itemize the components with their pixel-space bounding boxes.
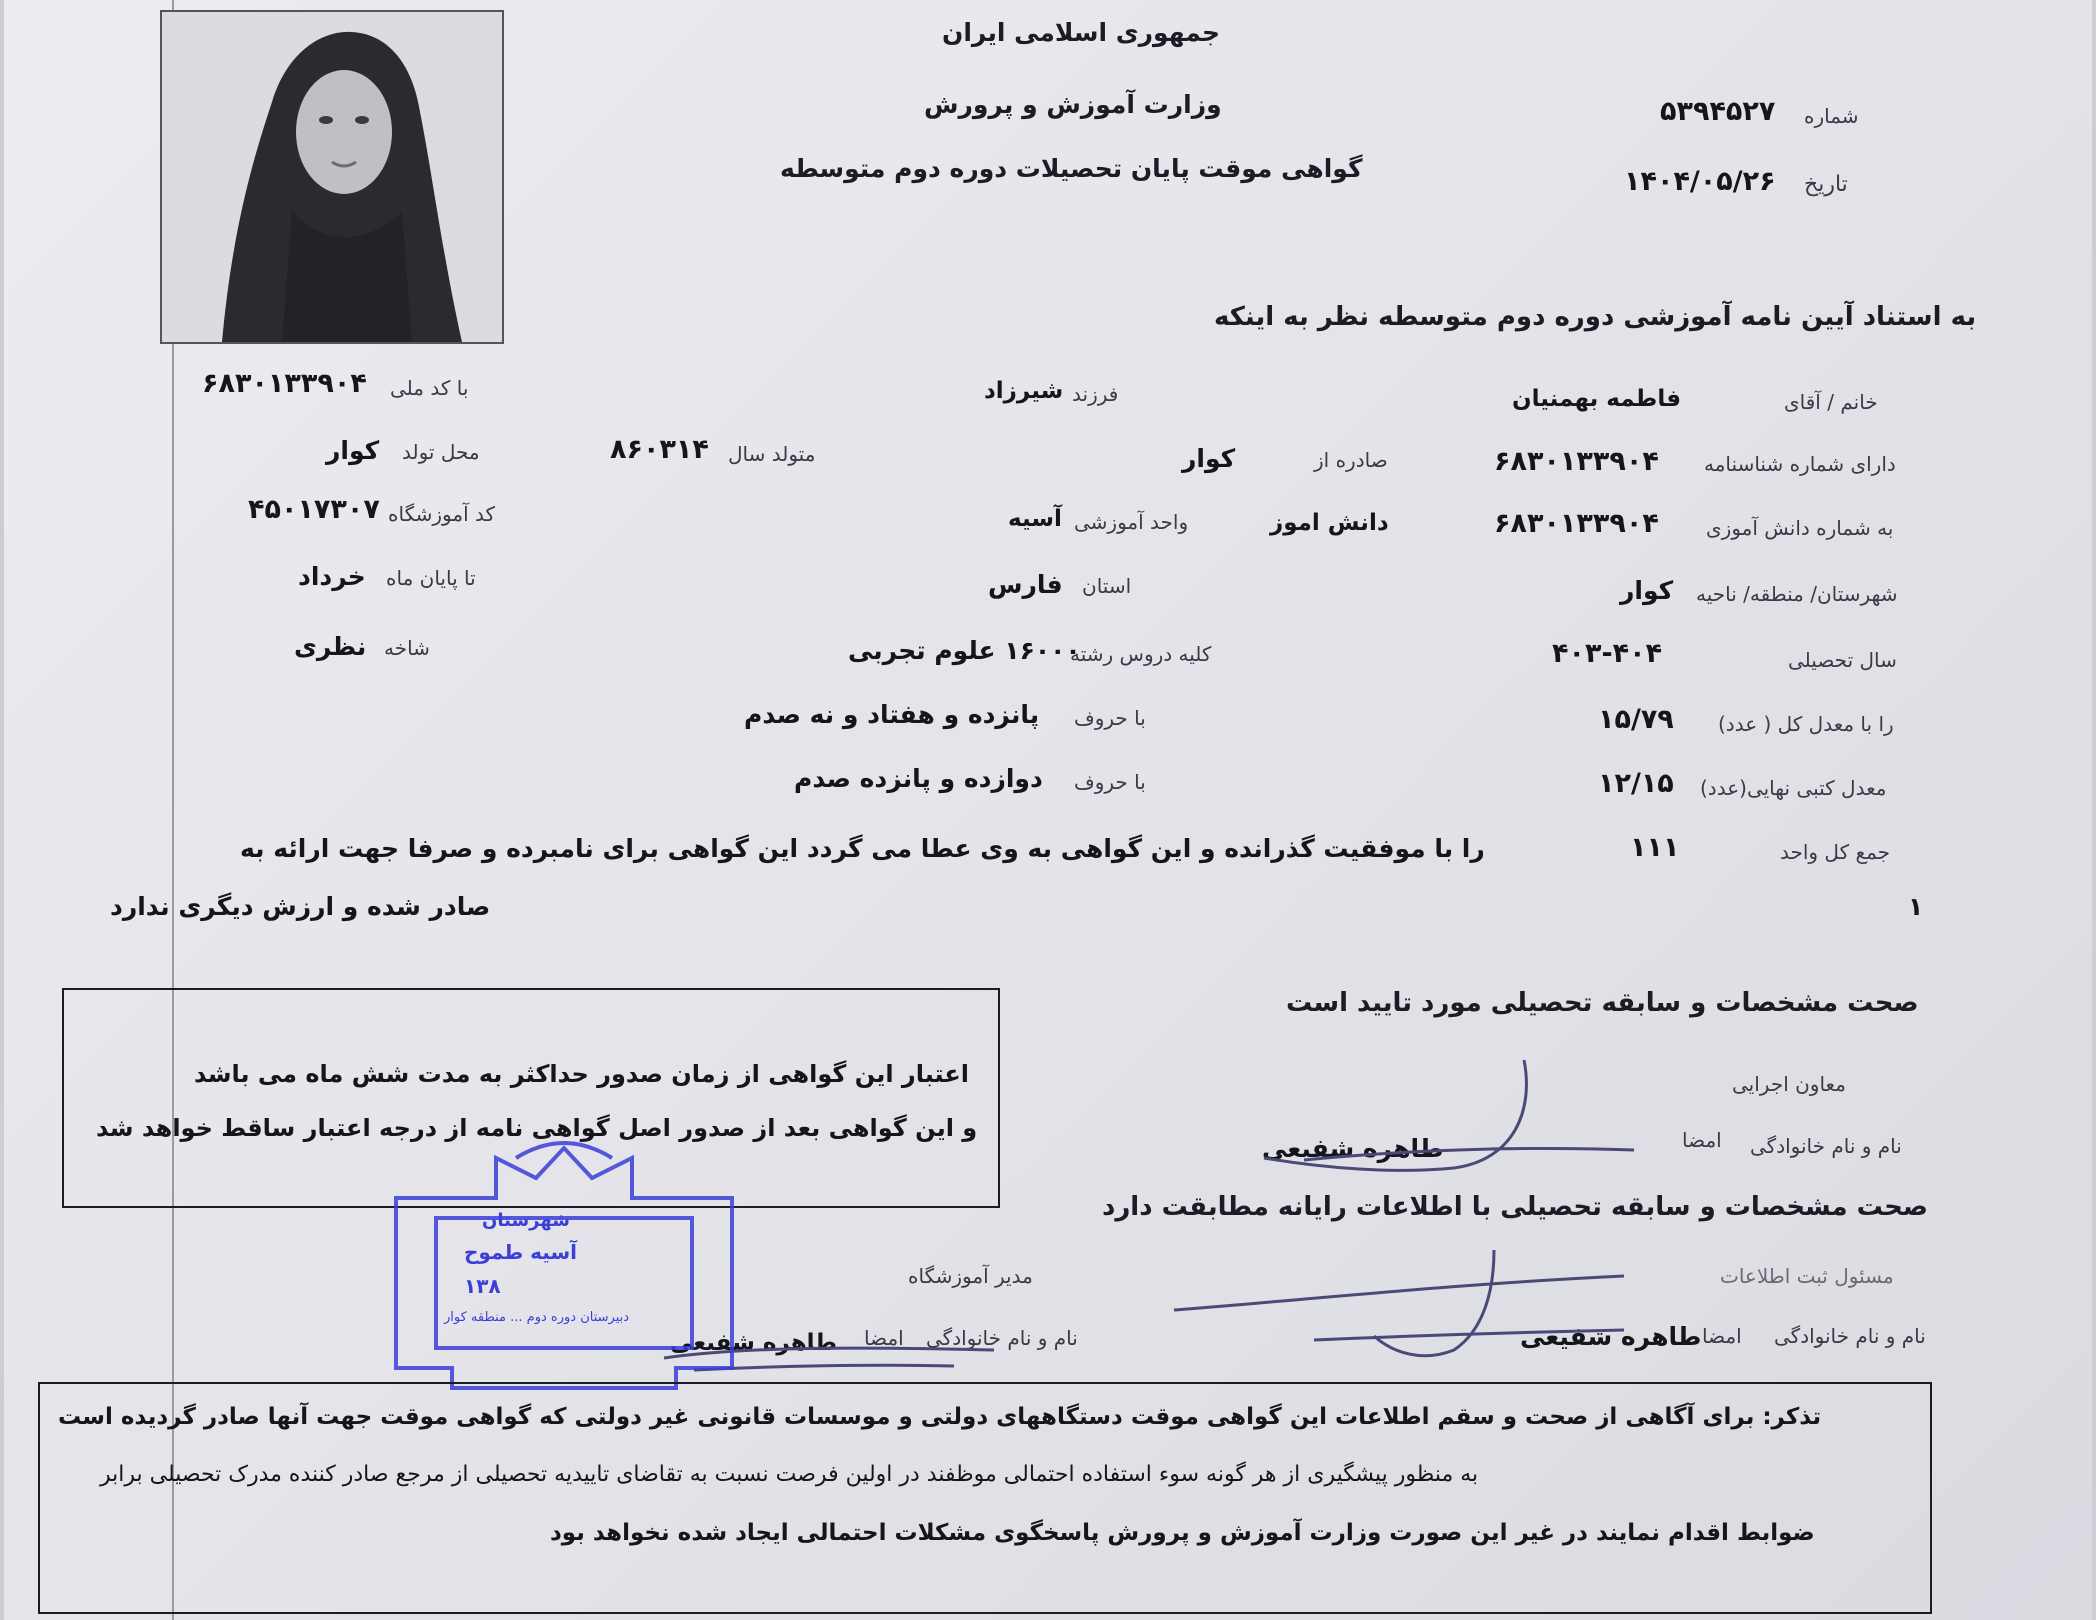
stamp-line-1: شهرستان: [482, 1210, 570, 1231]
birth-year-value: ۸۶۰۳۱۴: [610, 434, 709, 465]
verify1-heading: صحت مشخصات و سابقه تحصیلی مورد تایید است: [1286, 988, 1919, 1018]
stamp-line-4: دبیرستان دوره دوم ... منطقه کوار: [444, 1310, 630, 1325]
principal-role: مدیر آموزشگاه: [908, 1264, 1033, 1288]
verify2-name-value: طاهره شفیعی: [1520, 1322, 1702, 1351]
student-photo: [160, 10, 504, 344]
birthplace-value: کوار: [326, 436, 380, 465]
portrait-image: [162, 12, 502, 342]
units-label: جمع کل واحد: [1780, 840, 1891, 864]
date-value: ۱۴۰۴/۰۵/۲۶: [1624, 166, 1776, 197]
birth-year-label: متولد سال: [728, 442, 816, 466]
success-text-2: صادر شده و ارزش دیگری ندارد: [110, 892, 491, 921]
gpa-label: را با معدل کل ( عدد): [1718, 712, 1894, 736]
student-no-label: به شماره دانش آموزی: [1706, 516, 1894, 540]
units-value: ۱۱۱: [1630, 832, 1680, 863]
number-label: شماره: [1804, 104, 1859, 128]
year-value: ۴۰۳-۴۰۴: [1552, 638, 1663, 669]
principal-name-value: طاهره شفیعی: [670, 1330, 837, 1356]
birthplace-label: محل تولد: [402, 440, 480, 464]
republic-title: جمهوری اسلامی ایران: [942, 18, 1220, 47]
notice-line-2: به منظور پیشگیری از هر گونه سوء استفاده احتمالی موظفند در اولین فرصت نسبت به تقاضای تاییدیه تحصیلی از مرجع صادر کننده مدرک تحصیلی برابر: [100, 1462, 1479, 1487]
year-label: سال تحصیلی: [1788, 648, 1897, 672]
school-unit-value: آسیه: [1008, 506, 1062, 532]
father-label: فرزند: [1072, 382, 1119, 406]
date-label: تاریخ: [1804, 172, 1848, 197]
principal-sign-label: امضا: [864, 1326, 904, 1350]
final-label: معدل کتبی نهایی(عدد): [1700, 776, 1887, 800]
school-unit-label: واحد آموزشی: [1074, 510, 1189, 534]
registrar-signature: [1154, 1240, 1674, 1370]
school-stamp: [376, 1138, 752, 1398]
executive-signature: [1204, 1050, 1664, 1180]
intro-text: به استناد آیین نامه آموزشی دوره دوم متوسطه نظر به اینکه: [1214, 302, 1977, 332]
gpa-words-value: پانزده و هفتاد و نه صدم: [744, 700, 1040, 729]
notice-line-3: ضوابط اقدام نمایند در غیر این صورت وزارت آموزش و پرورش پاسخگوی مشکلات احتمالی ایجاد شده نخواهد بود: [550, 1520, 1815, 1546]
month-label: تا پایان ماه: [386, 566, 476, 590]
student-type-value: دانش اموز: [1270, 510, 1389, 536]
branch-value: نظری: [294, 632, 367, 661]
issued-label: صادره از: [1314, 448, 1388, 472]
school-code-value: ۴۵۰۱۷۳۰۷: [248, 494, 380, 525]
courses-value: ۱۶۰۰۰ علوم تجربی: [848, 636, 1081, 665]
notice-line-1: تذکر: برای آگاهی از صحت و سقم اطلاعات این گواهی موقت دستگاههای دولتی و موسسات قانونی غیر دولتی که گواهی موقت جهت آنها صادر گردیده است: [58, 1404, 1822, 1430]
birth-cert-value: ۶۸۳۰۱۳۳۹۰۴: [1494, 446, 1659, 477]
certificate-title: گواهی موقت پایان تحصیلات دوره دوم متوسطه: [780, 154, 1363, 183]
final-value: ۱۲/۱۵: [1598, 768, 1674, 799]
name-value: فاطمه بهمنیان: [1512, 386, 1682, 412]
ministry-title: وزارت آموزش و پرورش: [924, 90, 1222, 119]
courses-label: کلیه دروس رشته: [1070, 642, 1212, 666]
verify2-sign-label: امضا: [1702, 1324, 1742, 1348]
gpa-value: ۱۵/۷۹: [1598, 704, 1674, 735]
certificate-sheet: [4, 0, 2092, 1620]
success-text: را با موفقیت گذرانده و این گواهی به وی عطا می گردد این گواهی برای نامبرده و صرفا جهت ارائه به: [240, 834, 1485, 863]
number-value: ۵۳۹۴۵۲۷: [1660, 96, 1776, 127]
city-label: شهرستان/ منطقه/ ناحیه: [1696, 582, 1898, 606]
issued-value: کوار: [1182, 444, 1236, 473]
branch-label: شاخه: [384, 636, 430, 660]
national-id-value: ۶۸۳۰۱۳۳۹۰۴: [202, 368, 367, 399]
student-no-value: ۶۸۳۰۱۳۳۹۰۴: [1494, 508, 1659, 539]
name-label: خانم / آقای: [1784, 390, 1878, 414]
validity-line-1: اعتبار این گواهی از زمان صدور حداکثر به مدت شش ماه می باشد: [194, 1060, 969, 1088]
validity-line-2: و این گواهی بعد از صدور اصل گواهی نامه از درجه اعتبار ساقط خواهد شد: [96, 1114, 978, 1142]
mark-one: ۱: [1908, 892, 1924, 921]
verify1-name-label: نام و نام خانوادگی: [1750, 1134, 1902, 1158]
verify1-sign-label: امضا: [1682, 1128, 1722, 1152]
father-value: شیرزاد: [984, 378, 1064, 404]
stamp-line-3: ۱۳۸: [464, 1274, 501, 1298]
verify2-name-label: نام و نام خانوادگی: [1774, 1324, 1926, 1348]
national-id-label: با کد ملی: [390, 376, 469, 400]
month-value: خرداد: [298, 562, 366, 591]
verify2-heading: صحت مشخصات و سابقه تحصیلی با اطلاعات رایانه مطابقت دارد: [1102, 1192, 1929, 1222]
final-words-label: با حروف: [1074, 770, 1146, 794]
province-label: استان: [1082, 574, 1132, 598]
principal-name-label: نام و نام خانوادگی: [926, 1326, 1078, 1350]
school-code-label: کد آموزشگاه: [388, 502, 496, 526]
final-words-value: دوازده و پانزده صدم: [794, 764, 1043, 793]
gpa-words-label: با حروف: [1074, 706, 1146, 730]
stamp-line-2: آسیه طموح: [464, 1240, 577, 1264]
province-value: فارس: [988, 570, 1063, 599]
verify1-name-value: طاهره شفیعی: [1262, 1134, 1444, 1163]
birth-cert-label: دارای شماره شناسنامه: [1704, 452, 1896, 476]
city-value: کوار: [1620, 576, 1674, 605]
verify1-role: معاون اجرایی: [1732, 1072, 1846, 1096]
verify2-role: مسئول ثبت اطلاعات: [1720, 1264, 1894, 1288]
